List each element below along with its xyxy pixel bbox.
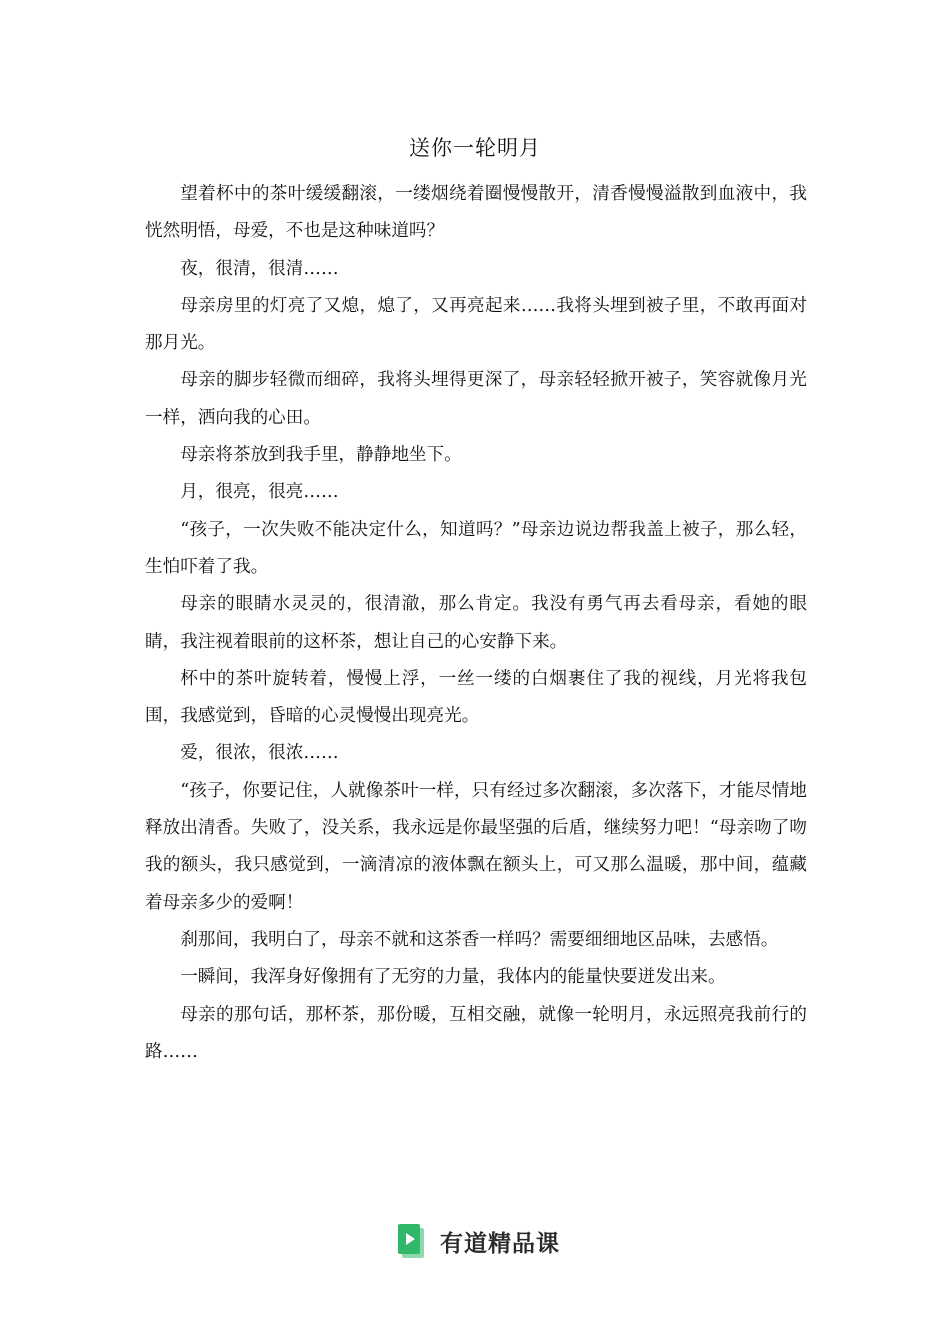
page-title: 送你一轮明月 xyxy=(409,136,541,160)
paragraph: 夜，很清，很清…… xyxy=(180,258,339,279)
paragraph: 一瞬间，我浑身好像拥有了无穷的力量，我体内的能量快要迸发出来。 xyxy=(180,967,726,988)
paragraph: 爱，很浓，很浓…… xyxy=(180,743,339,764)
paragraph: 望着杯中的茶叶缓缓翻滚，一缕烟绕着圈慢慢散开，清香慢慢溢散到血液中，我恍然明悟，母爱，不也是这种味道吗？ xyxy=(145,184,807,242)
article-body xyxy=(145,176,807,1071)
paragraph: 杯中的茶叶旋转着，慢慢上浮，一丝一缕的白烟裹住了我的视线，月光将我包围，我感觉到，昏暗的心灵慢慢出现亮光。 xyxy=(145,668,807,727)
paragraph: “孩子，你要记住，人就像茶叶一样，只有经过多次翻滚，多次落下，才能尽情地释放出清香。失败了，没关系，我永远是你最坚强的后盾，继续努力吧！“母亲吻了吻我的额头，我只感觉到，一滴清凉的液体飘在额头上，可又那么温暖，那中间，蕴藏着母亲多少的爱啊！ xyxy=(145,780,807,913)
paragraph: “孩子，一次失败不能决定什么，知道吗？”母亲边说边帮我盖上被子，那么轻，生怕吓着了我。 xyxy=(145,519,807,577)
paragraph: 刹那间，我明白了，母亲不就和这茶香一样吗？需要细细地区品味，去感悟。 xyxy=(180,929,779,950)
play-book-icon xyxy=(396,1224,426,1258)
paragraph: 母亲将茶放到我手里，静静地坐下。 xyxy=(180,445,462,466)
paragraph: 母亲的脚步轻微而细碎，我将头埋得更深了，母亲轻轻掀开被子，笑容就像月光一样，洒向我的心田。 xyxy=(145,370,807,428)
paragraph: 母亲的那句话，那杯茶，那份暖，互相交融，就像一轮明月，永远照亮我前行的路…… xyxy=(145,1004,807,1062)
paragraph: 母亲的眼睛水灵灵的，很清澈，那么肯定。我没有勇气再去看母亲，看她的眼睛，我注视着眼前的这杯茶，想让自己的心安静下来。 xyxy=(145,594,807,652)
paragraph: 母亲房里的灯亮了又熄，熄了，又再亮起来……我将头埋到被子里，不敢再面对那月光。 xyxy=(145,295,807,354)
footer-logo xyxy=(396,1222,560,1260)
brand-name: 有道精品课 xyxy=(440,1230,560,1257)
paragraph: 月，很亮，很亮…… xyxy=(180,482,339,503)
